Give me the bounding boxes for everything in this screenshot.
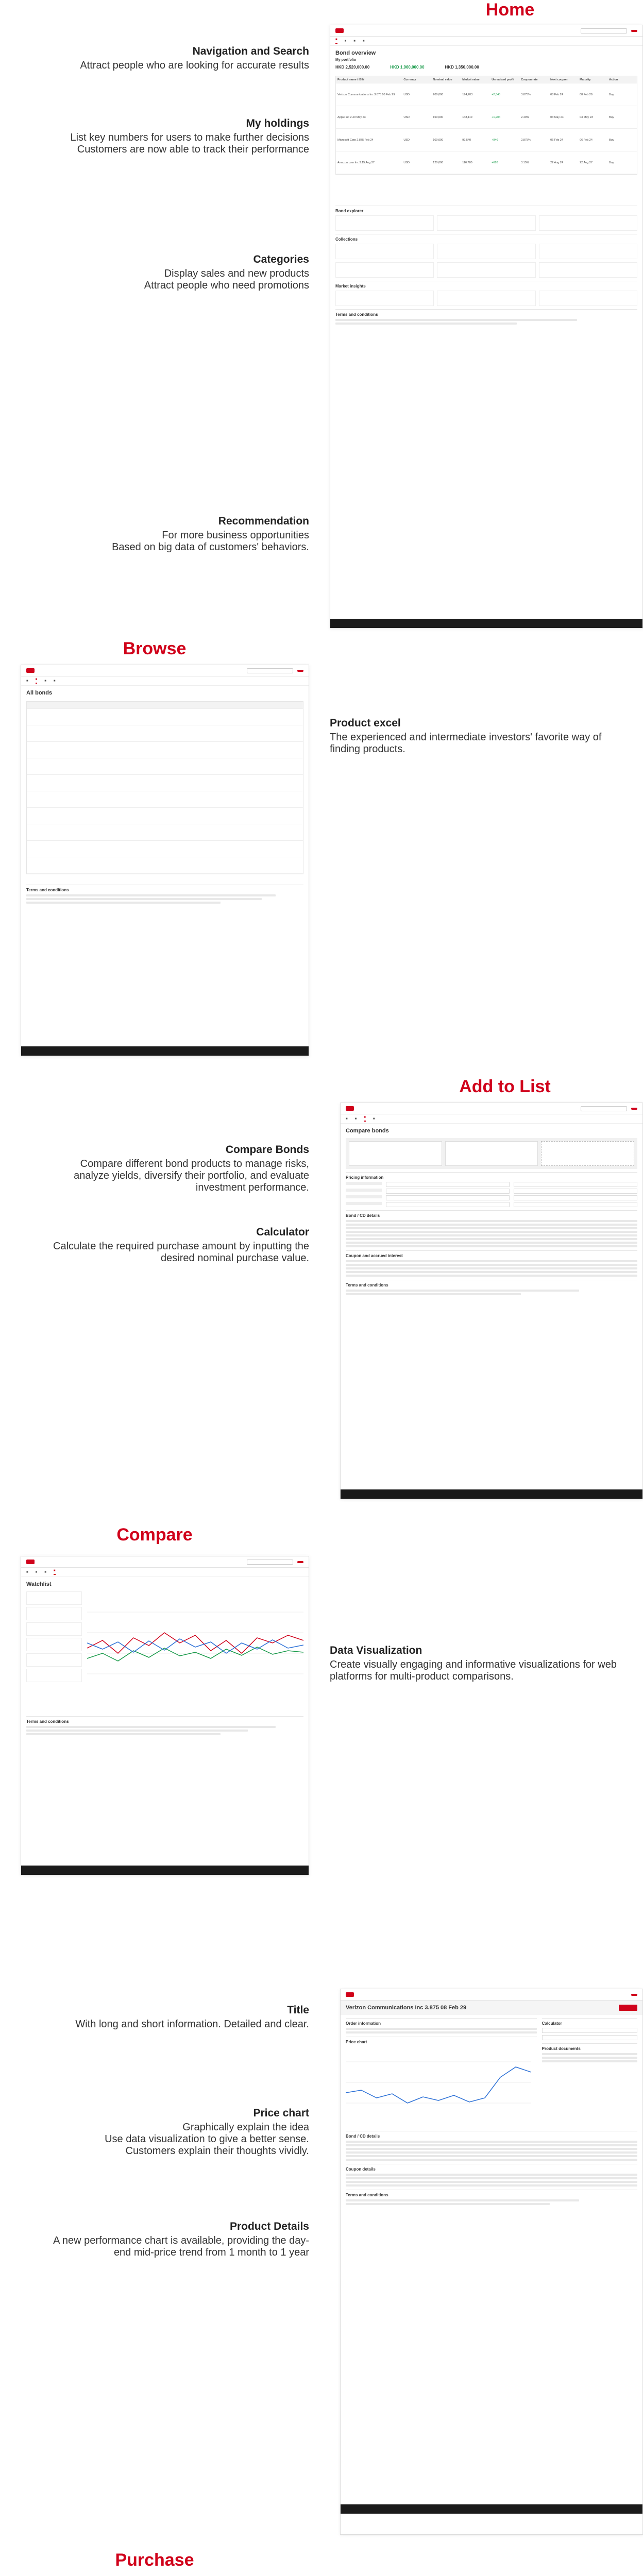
search-input[interactable] (247, 1560, 293, 1565)
tab-watchlist[interactable]: ■ (54, 1569, 56, 1575)
section-title: Terms and conditions (346, 2193, 388, 2197)
tab-browse[interactable]: ■ (36, 678, 38, 684)
logout-button[interactable] (631, 1994, 637, 1996)
series-line-blue (87, 1639, 303, 1653)
tab-compare[interactable]: ■ (364, 1116, 366, 1122)
cell: 99,540 (462, 138, 471, 142)
page-title: Watchlist (26, 1581, 52, 1587)
section-heading-compare: Compare (116, 1525, 193, 1545)
amount-field[interactable] (386, 1202, 510, 1207)
cell: 120,000 (433, 161, 444, 164)
block-body: Display sales and new products Attract people who need promotions (144, 268, 309, 291)
block-title: Price chart (253, 2107, 309, 2119)
cell: 2.40% (521, 115, 529, 119)
list-item[interactable] (26, 1622, 82, 1636)
table-row[interactable] (27, 775, 303, 791)
list-item[interactable] (26, 1669, 82, 1682)
cell: 06 Feb 24 (580, 138, 593, 142)
block-body: Create visually engaging and informative visualizations for web platforms for multi-product comparisons. (330, 1659, 617, 1682)
buy-button[interactable]: Buy (609, 161, 614, 164)
col-header: Maturity (580, 78, 591, 81)
bond-details-section (346, 2131, 637, 2161)
stat-cost: HKD 1,350,000.00 (445, 65, 479, 70)
collections (335, 234, 637, 278)
block-title: Title (287, 2004, 309, 2016)
logout-button[interactable] (297, 1561, 303, 1563)
series-line-green (87, 1647, 303, 1661)
bond-explorer (335, 206, 637, 231)
cell: 150,000 (433, 115, 444, 119)
terms (346, 1280, 637, 1295)
brand-logo (26, 1560, 35, 1564)
list-item[interactable] (26, 1591, 82, 1605)
search-input[interactable] (581, 28, 627, 33)
col-header: Action (609, 78, 618, 81)
home-block-holdings (10, 117, 309, 156)
details-block-product (52, 2221, 309, 2259)
collection-card[interactable] (437, 244, 535, 259)
page-title: Verizon Communications Inc 3.875 08 Feb 29 (346, 2005, 467, 2011)
buy-button[interactable]: Buy (609, 138, 614, 142)
main-tabs (330, 37, 642, 46)
cell: 194,203 (462, 93, 473, 96)
cell: 3.15% (521, 161, 529, 164)
col-header: Nominal value (433, 78, 452, 81)
cell: 3.875% (521, 93, 531, 96)
table-row[interactable] (27, 841, 303, 857)
buy-button[interactable]: Buy (609, 93, 614, 96)
section-title: Order information (346, 2021, 381, 2026)
cell: USD (403, 161, 410, 164)
page-footer (21, 1866, 309, 1875)
price-line (346, 2067, 531, 2103)
compare-mockup (21, 1556, 309, 1875)
cell: +1,204 (492, 115, 501, 119)
col-header: Coupon rate (521, 78, 538, 81)
section-title: Calculator (542, 2021, 562, 2026)
col-header: Unrealised profit (492, 78, 514, 81)
details-mockup (340, 1989, 643, 2535)
terms (335, 309, 637, 325)
block-title: Data Visualization (330, 1645, 422, 1656)
section-title: Price chart (346, 2040, 367, 2044)
details-block-title (52, 2004, 309, 2030)
list-item[interactable] (26, 1638, 82, 1651)
section-title: Coupon details (346, 2167, 376, 2172)
tab-home[interactable]: ■ (346, 1117, 348, 1121)
cell: +620 (492, 161, 498, 164)
top-nav (341, 1103, 642, 1114)
cell: USD (403, 115, 410, 119)
cell: 22 Aug 27 (580, 161, 593, 164)
page-title: Bond overview (335, 50, 376, 56)
comparison-chart-panel (87, 1591, 303, 1696)
watchlist-list (26, 1591, 82, 1696)
table-row[interactable] (336, 106, 637, 129)
section-title: Collections (335, 237, 358, 242)
list-item[interactable] (26, 1607, 82, 1620)
top-nav (330, 25, 642, 37)
col-header: Currency (403, 78, 416, 81)
insight-card[interactable] (539, 291, 637, 306)
main-tabs (21, 1568, 309, 1577)
holdings-table (335, 76, 637, 175)
documents-section (542, 2043, 637, 2062)
table-row[interactable] (336, 83, 637, 106)
nominal-input[interactable] (542, 2028, 637, 2033)
buy-button[interactable]: Buy (609, 115, 614, 119)
section-heading-home: Home (485, 0, 535, 20)
tab-browse[interactable]: ■ (354, 1117, 357, 1121)
table-row[interactable] (27, 808, 303, 824)
cell: 08 Feb 24 (550, 93, 563, 96)
block-body: For more business opportunities Based on big data of customers' behaviors. (112, 530, 309, 553)
home-block-categories (62, 253, 309, 292)
explorer-card[interactable] (539, 215, 637, 231)
insight-card[interactable] (437, 291, 535, 306)
section-title: Bond / CD details (346, 2134, 380, 2139)
section-title: Bond / CD details (346, 1213, 380, 1218)
section-title: Terms and conditions (26, 1719, 69, 1724)
calculator-section (542, 2018, 637, 2040)
comparison-chart (87, 1591, 303, 1694)
compare-slot[interactable] (445, 1141, 538, 1166)
page-footer (330, 619, 642, 628)
browse-mockup (21, 665, 309, 1056)
explorer-card[interactable] (437, 215, 535, 231)
page-footer (341, 1489, 642, 1499)
table-row[interactable] (336, 151, 637, 174)
logout-button[interactable] (631, 30, 637, 32)
cell: 116,780 (462, 161, 472, 164)
details-block-price-chart (52, 2107, 309, 2157)
col-header: Product name / ISIN (337, 78, 364, 81)
block-body: List key numbers for users to make further decisions Customers are now able to track their performance (70, 132, 309, 155)
section-heading-add-to-list: Add to List (459, 1077, 551, 1096)
search-input[interactable] (247, 668, 293, 673)
logout-button[interactable] (297, 670, 303, 672)
block-title: Product Details (229, 2221, 309, 2232)
list-item[interactable] (26, 1653, 82, 1667)
portfolio-heading: My portfolio (335, 58, 357, 62)
block-body: Graphically explain the idea Use data visualization to give a better sense. Customers explain their thoughts vividly. (105, 2122, 309, 2157)
cell: Microsoft Corp 2.875 Feb 24 (337, 138, 374, 142)
block-body: Calculate the required purchase amount by inputting the desired nominal purchase value. (53, 1241, 309, 1264)
col-header: Market value (462, 78, 480, 81)
top-nav (341, 1989, 642, 2001)
brand-logo (335, 28, 344, 33)
compare-slots (346, 1138, 637, 1169)
bond-details-section (346, 1210, 637, 1247)
table-row[interactable] (27, 758, 303, 775)
table-row[interactable] (336, 129, 637, 151)
cell: +2,345 (492, 93, 501, 96)
table-row[interactable] (27, 725, 303, 742)
page-footer (341, 2504, 642, 2514)
pricing-section (346, 1172, 637, 1207)
section-title: Pricing information (346, 1175, 384, 1180)
tab-browse[interactable]: ■ (35, 1570, 38, 1574)
home-block-navigation (62, 45, 309, 72)
terms (26, 1716, 303, 1735)
page-title: All bonds (26, 690, 53, 696)
add-block-compare (52, 1144, 309, 1194)
insight-card[interactable] (335, 291, 434, 306)
tab-home[interactable]: ■ (26, 1570, 28, 1574)
block-title: Navigation and Search (192, 45, 309, 57)
brand-logo (346, 1992, 354, 1997)
amount-field[interactable] (386, 1195, 510, 1200)
section-title: Product documents (542, 2046, 581, 2051)
cell: 03 May 24 (550, 115, 564, 119)
compare-slot[interactable] (349, 1141, 442, 1166)
price-chart-section (346, 2037, 537, 2125)
section-title: Bond explorer (335, 209, 364, 213)
block-title: Compare Bonds (225, 1144, 309, 1156)
block-title: Calculator (256, 1226, 309, 1238)
section-heading-purchase: Purchase (115, 2550, 194, 2570)
amount-field[interactable] (542, 2035, 637, 2040)
tab-home[interactable]: ■ (335, 38, 337, 44)
page-footer (21, 1046, 309, 1056)
block-title: Product excel (330, 717, 401, 729)
portfolio-stats (330, 62, 642, 73)
bond-table (26, 701, 303, 874)
table-row[interactable] (27, 857, 303, 874)
compare-block-visualization (330, 1645, 618, 1683)
block-body: Attract people who are looking for accurate results (80, 60, 309, 71)
cell: 2.875% (521, 138, 531, 142)
block-body: The experienced and intermediate investors' favorite way of finding products. (330, 732, 602, 755)
cell: +840 (492, 138, 498, 142)
section-title: Terms and conditions (26, 888, 69, 892)
cell: Verizon Communications Inc 3.875 08 Feb 29 (337, 93, 395, 96)
table-header (27, 702, 303, 709)
block-title: Recommendation (218, 515, 309, 527)
buy-button[interactable] (619, 2005, 637, 2011)
terms (346, 2190, 637, 2205)
table-row[interactable] (27, 742, 303, 758)
block-title: My holdings (246, 117, 309, 129)
table-header (336, 76, 637, 83)
home-mockup (330, 25, 643, 629)
terms (26, 885, 303, 904)
tab-compare[interactable]: ■ (44, 679, 46, 683)
amount-field[interactable] (514, 1195, 637, 1200)
collection-card[interactable] (539, 244, 637, 259)
home-block-recommendation (62, 515, 309, 553)
add-block-calculator (52, 1226, 309, 1264)
coupon-section (346, 1250, 637, 1277)
collection-card[interactable] (539, 262, 637, 278)
section-title: Market insights (335, 284, 366, 289)
collection-card[interactable] (335, 244, 434, 259)
amount-field[interactable] (514, 1189, 637, 1194)
top-nav (21, 1556, 309, 1568)
coupon-details-section (346, 2164, 637, 2187)
tab-home[interactable]: ■ (26, 679, 28, 683)
section-title: Coupon and accrued interest (346, 1253, 403, 1258)
order-info-section (346, 2018, 537, 2033)
stat-market: HKD 1,960,000.00 (390, 65, 425, 70)
market-insights (335, 281, 637, 306)
search-input[interactable] (581, 1106, 627, 1111)
tab-watchlist[interactable]: ■ (373, 1117, 375, 1121)
cell: Apple Inc 2.40 May 23 (337, 115, 366, 119)
tab-watchlist[interactable]: ■ (53, 679, 56, 683)
table-row[interactable] (27, 791, 303, 808)
tab-compare[interactable]: ■ (44, 1570, 46, 1574)
nominal-input[interactable] (386, 1182, 510, 1187)
collection-card[interactable] (335, 262, 434, 278)
table-row[interactable] (27, 709, 303, 725)
main-tabs (341, 1114, 642, 1124)
table-row[interactable] (27, 824, 303, 841)
cell: 22 Aug 24 (550, 161, 563, 164)
price-chart (346, 2046, 531, 2124)
block-body: A new performance chart is available, providing the day-end mid-price trend from 1 month to 1 year (53, 2235, 309, 2258)
brand-logo (26, 668, 35, 673)
stat-total: HKD 2,520,000.00 (335, 65, 370, 70)
col-header: Next coupon (550, 78, 568, 81)
section-title: Terms and conditions (346, 1283, 388, 1287)
amount-field[interactable] (386, 1189, 510, 1194)
explorer-card[interactable] (335, 215, 434, 231)
tab-compare[interactable]: ■ (353, 39, 356, 43)
tab-browse[interactable]: ■ (344, 39, 347, 43)
add-to-list-mockup (340, 1103, 643, 1499)
cell: USD (403, 138, 410, 142)
block-body: With long and short information. Detailed and clear. (75, 2019, 309, 2030)
section-heading-browse: Browse (123, 639, 187, 658)
page-title: Compare bonds (346, 1128, 389, 1134)
cell: USD (403, 93, 410, 96)
cell: 100,000 (433, 138, 444, 142)
cell: 03 May 23 (580, 115, 593, 119)
section-title: Terms and conditions (335, 312, 378, 317)
collection-card[interactable] (437, 262, 535, 278)
block-body: Compare different bond products to manage risks, analyze yields, diversify their portfolio, and evaluate investment performance. (74, 1158, 309, 1193)
cell: 06 Feb 24 (550, 138, 563, 142)
amount-field[interactable] (514, 1202, 637, 1207)
cell: 08 Feb 29 (580, 93, 593, 96)
tab-watchlist[interactable]: ■ (362, 39, 365, 43)
nominal-input[interactable] (514, 1182, 637, 1187)
brand-logo (346, 1106, 354, 1111)
cell: Amazon.com Inc 3.15 Aug 27 (337, 161, 375, 164)
main-tabs (21, 676, 309, 686)
browse-block-product-excel (330, 717, 618, 755)
top-nav (21, 665, 309, 676)
cell: 148,110 (462, 115, 472, 119)
add-bond-slot[interactable] (541, 1141, 634, 1166)
cell: 200,000 (433, 93, 444, 96)
logout-button[interactable] (631, 1108, 637, 1110)
block-title: Categories (253, 253, 309, 265)
